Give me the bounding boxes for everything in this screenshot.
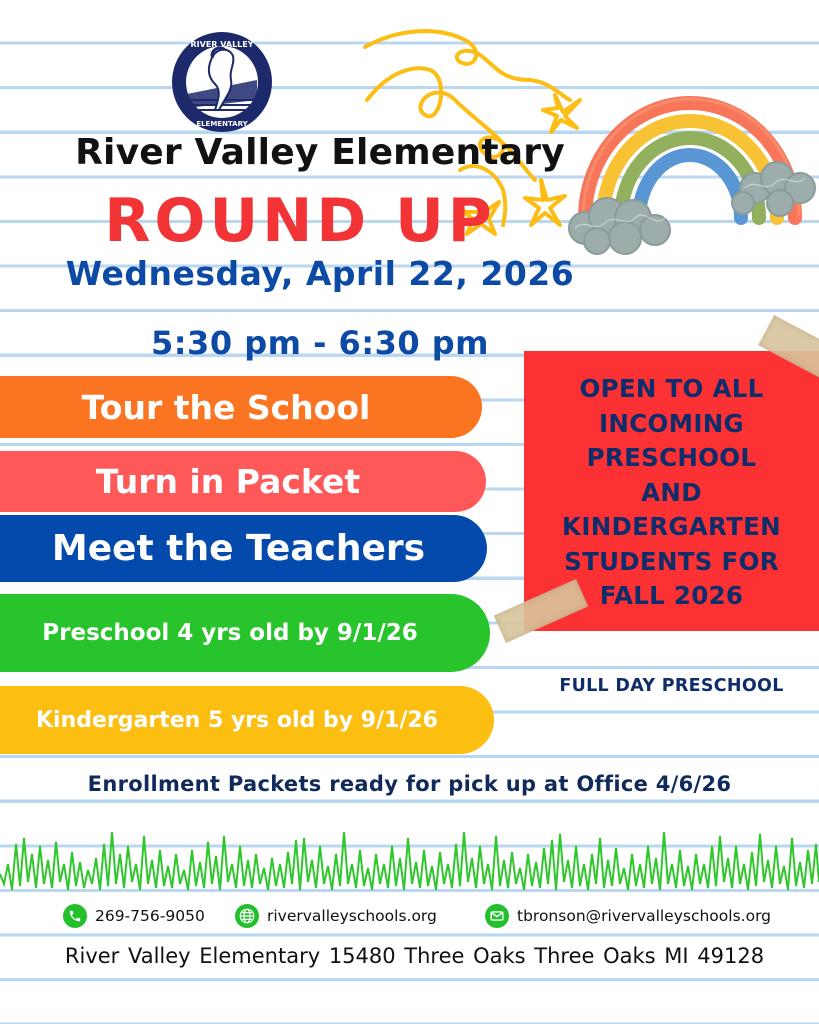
promo-text bbox=[562, 372, 781, 614]
promo-line: AND bbox=[641, 477, 702, 507]
email-contact[interactable] bbox=[485, 904, 771, 928]
phone-number: 269-756-9050 bbox=[95, 907, 205, 925]
kindergarten-age-requirement bbox=[0, 686, 494, 754]
event-time: 5:30 pm - 6:30 pm bbox=[150, 324, 490, 362]
svg-text:RIVER VALLEY: RIVER VALLEY bbox=[190, 40, 254, 49]
event-title: ROUND UP bbox=[104, 186, 496, 256]
school-name-heading: River Valley Elementary bbox=[75, 132, 565, 173]
activity-label: Turn in Packet bbox=[95, 462, 361, 501]
website-link: rivervalleyschools.org bbox=[267, 907, 437, 925]
contact-row bbox=[0, 902, 819, 930]
promo-line: KINDERGARTEN bbox=[562, 512, 781, 542]
promo-line: FALL 2026 bbox=[599, 581, 744, 611]
school-address: River Valley Elementary 15480 Three Oaks Three Oaks MI 49128 bbox=[64, 944, 765, 968]
preschool-age-requirement bbox=[0, 594, 490, 672]
enrollment-note: Enrollment Packets ready for pick up at Office 4/6/26 bbox=[87, 772, 732, 796]
promo-line: OPEN TO ALL bbox=[579, 374, 764, 404]
activity-turn-in-packet bbox=[0, 451, 486, 512]
phone-icon bbox=[63, 904, 87, 928]
promo-line: INCOMING bbox=[599, 408, 744, 438]
activity-label: Kindergarten 5 yrs old by 9/1/26 bbox=[36, 707, 438, 733]
activity-label: Preschool 4 yrs old by 9/1/26 bbox=[42, 620, 418, 646]
activity-label: Meet the Teachers bbox=[51, 528, 426, 569]
promo-line: PRESCHOOL bbox=[586, 443, 757, 473]
phone-contact[interactable] bbox=[63, 904, 205, 928]
activity-tour-school bbox=[0, 376, 482, 438]
website-contact[interactable] bbox=[235, 904, 437, 928]
mail-icon bbox=[485, 904, 509, 928]
activity-meet-teachers bbox=[0, 515, 487, 582]
email-address: tbronson@rivervalleyschools.org bbox=[517, 907, 772, 925]
school-logo bbox=[163, 30, 281, 134]
event-date: Wednesday, April 22, 2026 bbox=[65, 254, 575, 293]
promo-line: STUDENTS FOR bbox=[564, 546, 779, 576]
globe-icon bbox=[235, 904, 259, 928]
full-day-preschool-label: FULL DAY PRESCHOOL bbox=[559, 676, 784, 696]
grass-decoration-icon bbox=[0, 824, 819, 900]
activity-label: Tour the School bbox=[81, 387, 371, 427]
svg-text:ELEMENTARY: ELEMENTARY bbox=[196, 120, 248, 128]
